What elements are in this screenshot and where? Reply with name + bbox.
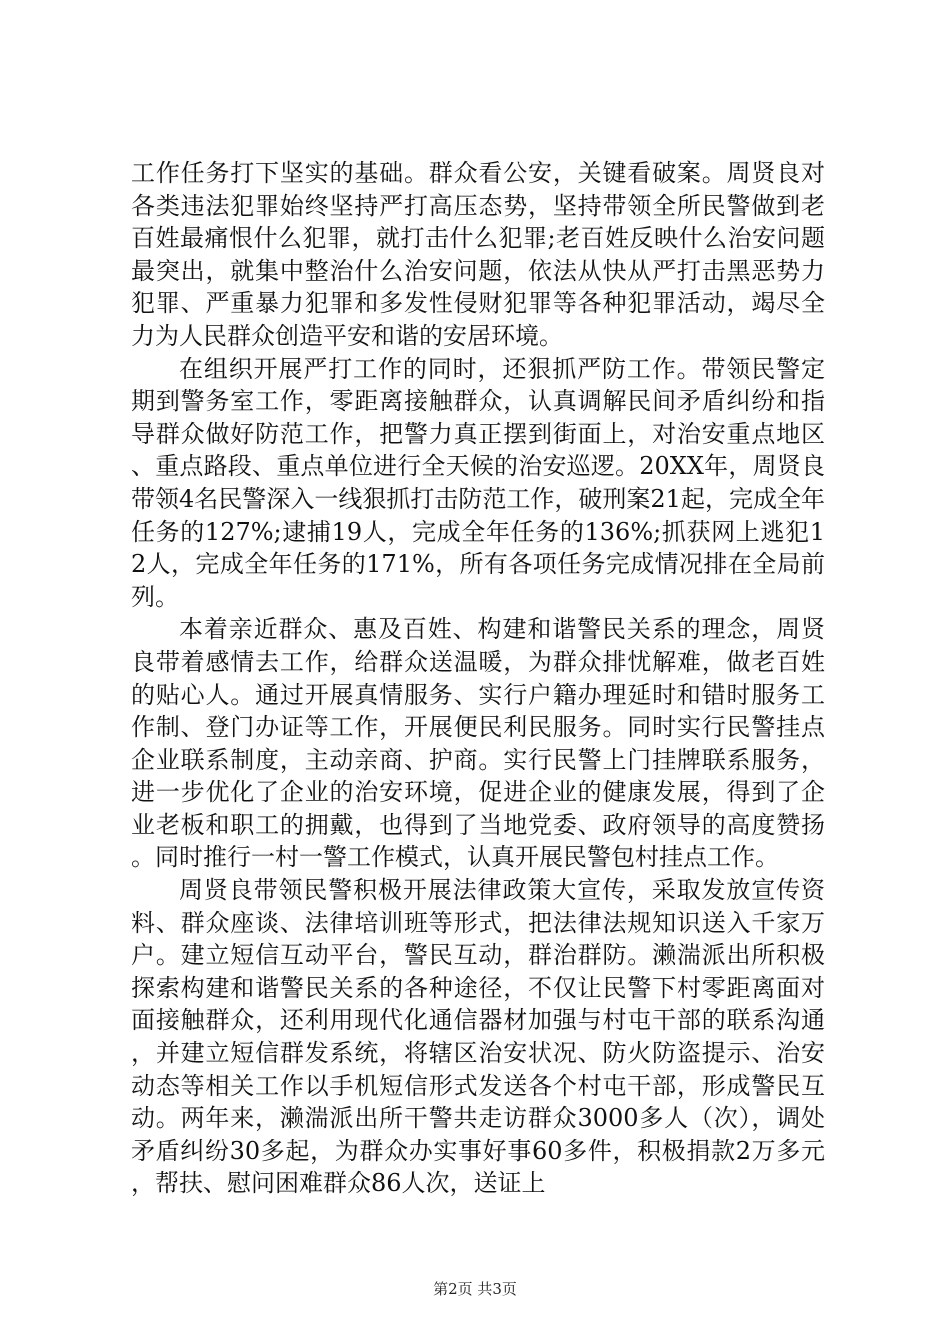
document-body [131, 157, 825, 1200]
paragraph-continuation: 工作任务打下坚实的基础。群众看公安，关键看破案。周贤良对各类违法犯罪始终坚持严打高压态势，坚持带领全所民警做到老百姓最痛恨什么犯罪，就打击什么犯罪;老百姓反映什么治安问题最突出，就集中整治什么治安问题，依法从快从严打击黑恶势力犯罪、严重暴力犯罪和多发性侵财犯罪等各种犯罪活动，竭尽全力为人民群众创造平安和谐的安居环境。 [131, 159, 825, 350]
paragraph-prevention-work: 在组织开展严打工作的同时，还狠抓严防工作。带领民警定期到警务室工作，零距离接触群众，认真调解民间矛盾纠纷和指导群众做好防范工作，把警力真正摆到街面上，对治安重点地区、重点路段、重点单位进行全天候的治安巡逻。20XX年，周贤良带领4名民警深入一线狠抓打击防范工作，破刑案21起，完成全年任务的127%;逮捕19人，完成全年任务的136%;抓获网上逃犯12人，完成全年任务的171%，所有各项任务完成情况排在全局前列。 [131, 354, 825, 611]
paragraph-community-service: 本着亲近群众、惠及百姓、构建和谐警民关系的理念，周贤良带着感情去工作，给群众送温暖，为群众排忧解难，做老百姓的贴心人。通过开展真情服务、实行户籍办理延时和错时服务工作制、登门办证等工作，开展便民利民服务。同时实行民警挂点企业联系制度，主动亲商、护商。实行民警上门挂牌联系服务，进一步优化了企业的治安环境，促进企业的健康发展，得到了企业老板和职工的拥戴，也得到了当地党委、政府领导的高度赞扬。同时推行一村一警工作模式，认真开展民警包村挂点工作。 [131, 615, 825, 872]
page-number-footer: 第2页 共3页 [433, 1280, 517, 1298]
paragraph-legal-publicity: 周贤良带领民警积极开展法律政策大宣传，采取发放宣传资料、群众座谈、法律培训班等形式，把法律法规知识送入千家万户。建立短信互动平台，警民互动，群治群防。濑湍派出所积极探索构建和谐警民关系的各种途径，不仅让民警下村零距离面对面接触群众，还利用现代化通信器材加强与村屯干部的联系沟通，并建立短信群发系统，将辖区治安状况、防火防盗提示、治安动态等相关工作以手机短信形式发送各个村屯干部，形成警民互动。两年来，濑湍派出所干警共走访群众3000多人（次），调处矛盾纠纷30多起，为群众办实事好事60多件，积极捐款2万多元，帮扶、慰问困难群众86人次，送证上 [131, 876, 825, 1198]
